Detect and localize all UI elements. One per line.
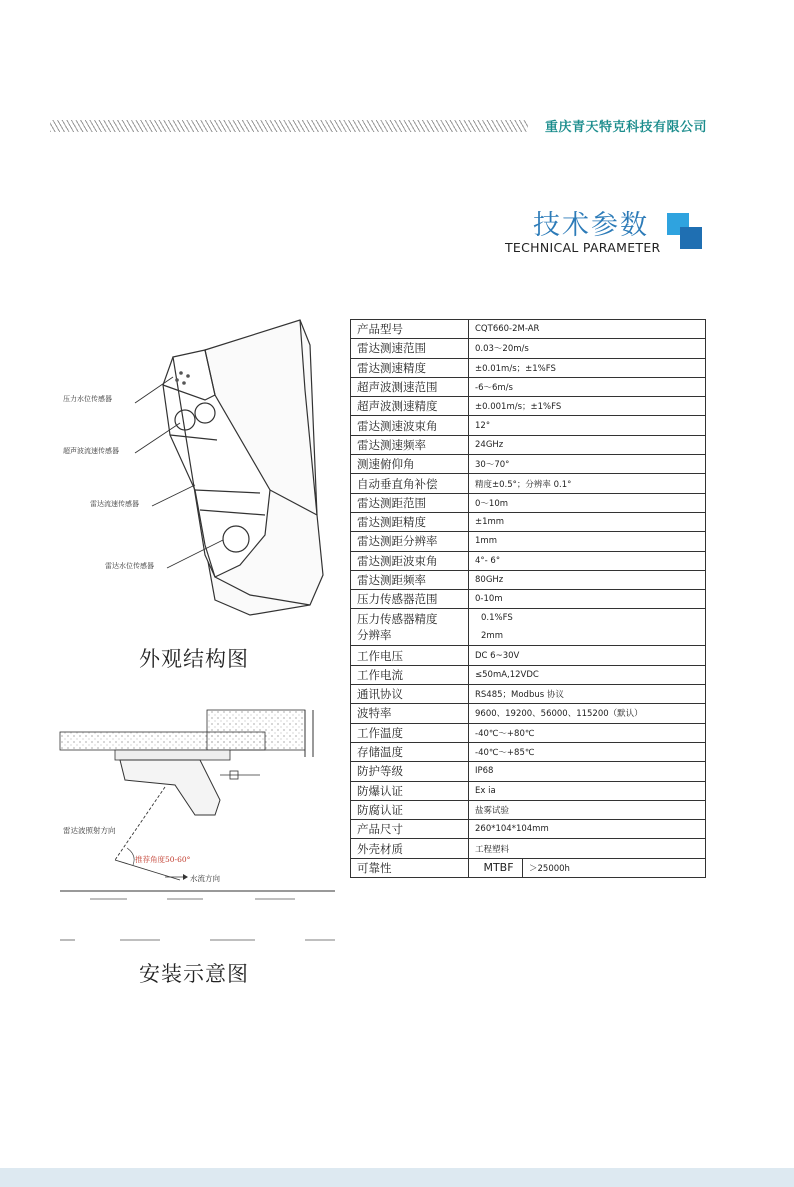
label-pressure-level-sensor: 压力水位传感器 — [63, 395, 112, 403]
spec-key: 测速俯仰角 — [351, 455, 469, 474]
spec-key: 外壳材质 — [351, 839, 469, 858]
spec-value: 30～70° — [469, 455, 706, 474]
spec-row — [351, 704, 706, 723]
spec-value-line: 0.1%FS — [481, 613, 513, 624]
spec-value: ＞25000h — [523, 858, 706, 877]
spec-key: 雷达测距频率 — [351, 570, 469, 589]
section-title-cn: 技术参数 — [533, 210, 649, 241]
spec-key-line: 压力传感器精度 — [357, 612, 438, 627]
spec-key: 雷达测速频率 — [351, 435, 469, 454]
spec-row — [351, 435, 706, 454]
spec-value: 260*104*104mm — [469, 820, 706, 839]
spec-key: 通讯协议 — [351, 685, 469, 704]
device-side-view — [120, 760, 220, 815]
spec-row — [351, 570, 706, 589]
spec-key: 防护等级 — [351, 762, 469, 781]
spec-value: 0～10m — [469, 493, 706, 512]
spec-value: 0.03～20m/s — [469, 339, 706, 358]
footer-band — [0, 1168, 794, 1187]
spec-key: 波特率 — [351, 704, 469, 723]
company-name: 重庆青天特克科技有限公司 — [545, 120, 708, 135]
spec-row — [351, 416, 706, 435]
spec-value: 1mm — [469, 532, 706, 551]
spec-row — [351, 512, 706, 531]
wall-block — [207, 710, 305, 750]
spec-value — [469, 609, 706, 646]
spec-value: 盐雾试验 — [469, 800, 706, 819]
spec-row — [351, 685, 706, 704]
label-flow-direction: 水流方向 — [190, 874, 220, 883]
spec-row — [351, 590, 706, 609]
spec-row — [351, 742, 706, 761]
spec-row — [351, 800, 706, 819]
spec-value: RS485；Modbus 协议 — [469, 685, 706, 704]
spec-row — [351, 532, 706, 551]
spec-row — [351, 551, 706, 570]
spec-row — [351, 665, 706, 684]
mount-bracket — [115, 750, 230, 760]
spec-key: 工作电压 — [351, 646, 469, 665]
label-ultrasonic-flow-sensor: 超声波流速传感器 — [63, 447, 119, 455]
spec-value: -6～6m/s — [469, 377, 706, 396]
header-hatch-pattern — [50, 120, 528, 132]
spec-key-sub: MTBF — [469, 858, 523, 877]
spec-value: 工程塑料 — [469, 839, 706, 858]
spec-key: 超声波测速范围 — [351, 377, 469, 396]
spec-value: IP68 — [469, 762, 706, 781]
label-radar-flow-sensor: 雷达流速传感器 — [90, 500, 139, 508]
spec-key: 工作温度 — [351, 723, 469, 742]
spec-row — [351, 320, 706, 339]
spec-row — [351, 762, 706, 781]
spec-key: 防腐认证 — [351, 800, 469, 819]
device-structure-figure — [55, 315, 340, 630]
spec-row — [351, 358, 706, 377]
spec-value: -40℃～+85℃ — [469, 742, 706, 761]
spec-value: 0-10m — [469, 590, 706, 609]
spec-row — [351, 474, 706, 493]
spec-row — [351, 781, 706, 800]
spec-value: 80GHz — [469, 570, 706, 589]
label-radar-level-sensor: 雷达水位传感器 — [105, 562, 154, 570]
spec-key: 防爆认证 — [351, 781, 469, 800]
spec-table — [350, 319, 706, 878]
spec-key: 产品型号 — [351, 320, 469, 339]
caption-installation: 安装示意图 — [139, 962, 249, 986]
spec-value: -40℃～+80℃ — [469, 723, 706, 742]
spec-key: 雷达测速波束角 — [351, 416, 469, 435]
spec-key: 雷达测速范围 — [351, 339, 469, 358]
spec-key-line: 分辨率 — [357, 628, 392, 643]
spec-key: 压力传感器范围 — [351, 590, 469, 609]
spec-key: 雷达测距精度 — [351, 512, 469, 531]
spec-key: 超声波测速精度 — [351, 397, 469, 416]
spec-value: CQT660-2M-AR — [469, 320, 706, 339]
spec-key: 雷达测速精度 — [351, 358, 469, 377]
spec-value: 精度±0.5°；分辨率 0.1° — [469, 474, 706, 493]
installation-figure — [55, 705, 340, 955]
spec-value: Ex ia — [469, 781, 706, 800]
spec-row — [351, 493, 706, 512]
spec-value: 12° — [469, 416, 706, 435]
spec-row — [351, 820, 706, 839]
spec-value: 9600、19200、56000、115200（默认） — [469, 704, 706, 723]
spec-key — [351, 609, 469, 646]
spec-key: 雷达测距分辨率 — [351, 532, 469, 551]
caption-structure: 外观结构图 — [139, 647, 249, 671]
spec-key: 自动垂直角补偿 — [351, 474, 469, 493]
spec-value: DC 6~30V — [469, 646, 706, 665]
title-square-dark — [680, 227, 702, 249]
spec-row — [351, 455, 706, 474]
spec-row — [351, 339, 706, 358]
radar-beam — [115, 787, 165, 860]
spec-row-reliability — [351, 858, 706, 877]
spec-row — [351, 839, 706, 858]
spec-row — [351, 377, 706, 396]
spec-key: 可靠性 — [351, 858, 469, 877]
spec-value: ≤50mA,12VDC — [469, 665, 706, 684]
spec-row — [351, 397, 706, 416]
spec-key: 产品尺寸 — [351, 820, 469, 839]
spec-value: ±0.001m/s；±1%FS — [469, 397, 706, 416]
section-title-en: TECHNICAL PARAMETER — [505, 240, 661, 255]
spec-row — [351, 723, 706, 742]
spec-row-pressure-accuracy — [351, 609, 706, 646]
spec-value: 24GHz — [469, 435, 706, 454]
spec-value: ±0.01m/s；±1%FS — [469, 358, 706, 377]
label-radar-direction: 雷达波照射方向 — [63, 826, 116, 835]
spec-value: ±1mm — [469, 512, 706, 531]
label-recommended-angle: 推荐角度50-60° — [135, 855, 191, 864]
spec-row — [351, 646, 706, 665]
spec-key: 雷达测距范围 — [351, 493, 469, 512]
spec-key: 存储温度 — [351, 742, 469, 761]
spec-key: 工作电流 — [351, 665, 469, 684]
spec-value: 4°- 6° — [469, 551, 706, 570]
spec-value-line: 2mm — [481, 631, 503, 642]
spec-key: 雷达测距波束角 — [351, 551, 469, 570]
